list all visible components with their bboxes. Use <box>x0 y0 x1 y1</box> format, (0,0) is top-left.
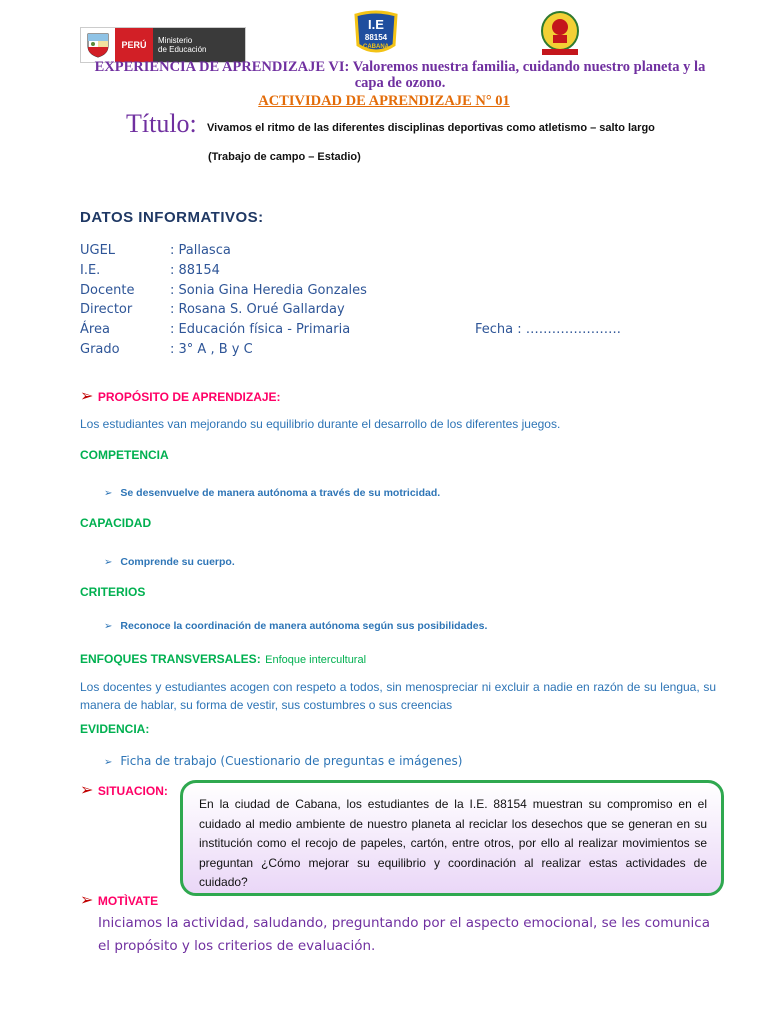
arrow-bullet-icon: ➢ <box>104 621 113 632</box>
criterios-item: ➢ Reconoce la coordinación de manera autónoma según sus posibilidades. <box>104 620 488 632</box>
subtitulo: (Trabajo de campo – Estadio) <box>208 151 361 163</box>
minedu-name: Ministerio de Educación <box>153 28 245 62</box>
capacidad-heading: CAPACIDAD <box>80 516 152 530</box>
fecha: Fecha : …………………. <box>475 322 621 337</box>
minedu-logo <box>80 27 246 63</box>
criterios-heading: CRITERIOS <box>80 585 146 599</box>
ie-logo-name: CABANA <box>363 44 389 50</box>
arrow-bullet-icon: ➢ <box>80 892 98 909</box>
ie-logo-number: 88154 <box>364 33 388 42</box>
arrow-bullet-icon: ➢ <box>80 388 98 405</box>
motivate-heading-line <box>80 890 158 910</box>
titulo-label: Título: <box>126 109 197 138</box>
arrow-bullet-icon: ➢ <box>104 488 113 499</box>
ie-88154-logo <box>352 9 400 57</box>
school-crest-icon <box>536 9 584 57</box>
arrow-bullet-icon: ➢ <box>80 782 98 799</box>
situacion-heading-line <box>80 780 168 800</box>
competencia-heading: COMPETENCIA <box>80 448 169 462</box>
capacidad-item: ➢ Comprende su cuerpo. <box>104 556 235 568</box>
proposito-heading-line <box>80 386 281 406</box>
peru-shield-icon <box>81 28 115 62</box>
enfoques-value: Enfoque intercultural <box>265 654 367 666</box>
evidencia-heading: EVIDENCIA: <box>80 722 150 736</box>
datos-heading: DATOS INFORMATIVOS: <box>80 209 264 226</box>
motivate-heading: MOTÌVATE <box>97 894 159 908</box>
enfoques-heading: ENFOQUES TRANSVERSALES: <box>80 652 261 666</box>
arrow-bullet-icon: ➢ <box>104 757 113 768</box>
ie-logo-top: I.E <box>368 17 384 32</box>
enfoques-text: Los docentes y estudiantes acogen con respeto a todos, sin menospreciar ni excluir a nadie en razón de su lengua, su manera de hablar, su forma de vestir, sus costumbres o sus creencias <box>80 680 716 712</box>
competencia-item: ➢ Se desenvuelve de manera autónoma a través de su motricidad. <box>104 487 441 499</box>
arrow-bullet-icon: ➢ <box>104 557 113 568</box>
evidencia-item: ➢ Ficha de trabajo (Cuestionario de preguntas e imágenes) <box>104 754 463 768</box>
experiencia-title: EXPERIENCIA DE APRENDIZAJE VI: Valoremos nuestra familia, cuidando nuestro planeta y la capa de ozono. <box>94 59 706 91</box>
proposito-heading: PROPÓSITO DE APRENDIZAJE: <box>97 390 281 404</box>
minedu-country: PERÚ <box>115 28 153 62</box>
situacion-heading: SITUACION: <box>97 784 168 798</box>
situacion-box: En la ciudad de Cabana, los estudiantes de la I.E. 88154 muestran su compromiso en el cuidado al medio ambiente de nuestro planeta al reciclar los desechos que se generan en su institución como el recojo de papeles, cartón, entre otros, por ello al realizar movimientos se preguntan ¿Cómo mejorar su equilibrio y coordinación al realizar estas actividades de cuidado? <box>180 780 724 896</box>
actividad-title: ACTIVIDAD DE APRENDIZAJE N° 01 <box>258 93 510 109</box>
motivate-text: Iniciamos la actividad, saludando, preguntando por el aspecto emocional, se les comunica el propósito y los criterios de evaluación. <box>98 915 710 954</box>
proposito-text: Los estudiantes van mejorando su equilibrio durante el desarrollo de los diferentes juegos. <box>80 417 561 431</box>
titulo-text: Vivamos el ritmo de las diferentes disciplinas deportivas como atletismo – salto largo <box>207 122 655 134</box>
enfoques-line <box>80 650 366 668</box>
